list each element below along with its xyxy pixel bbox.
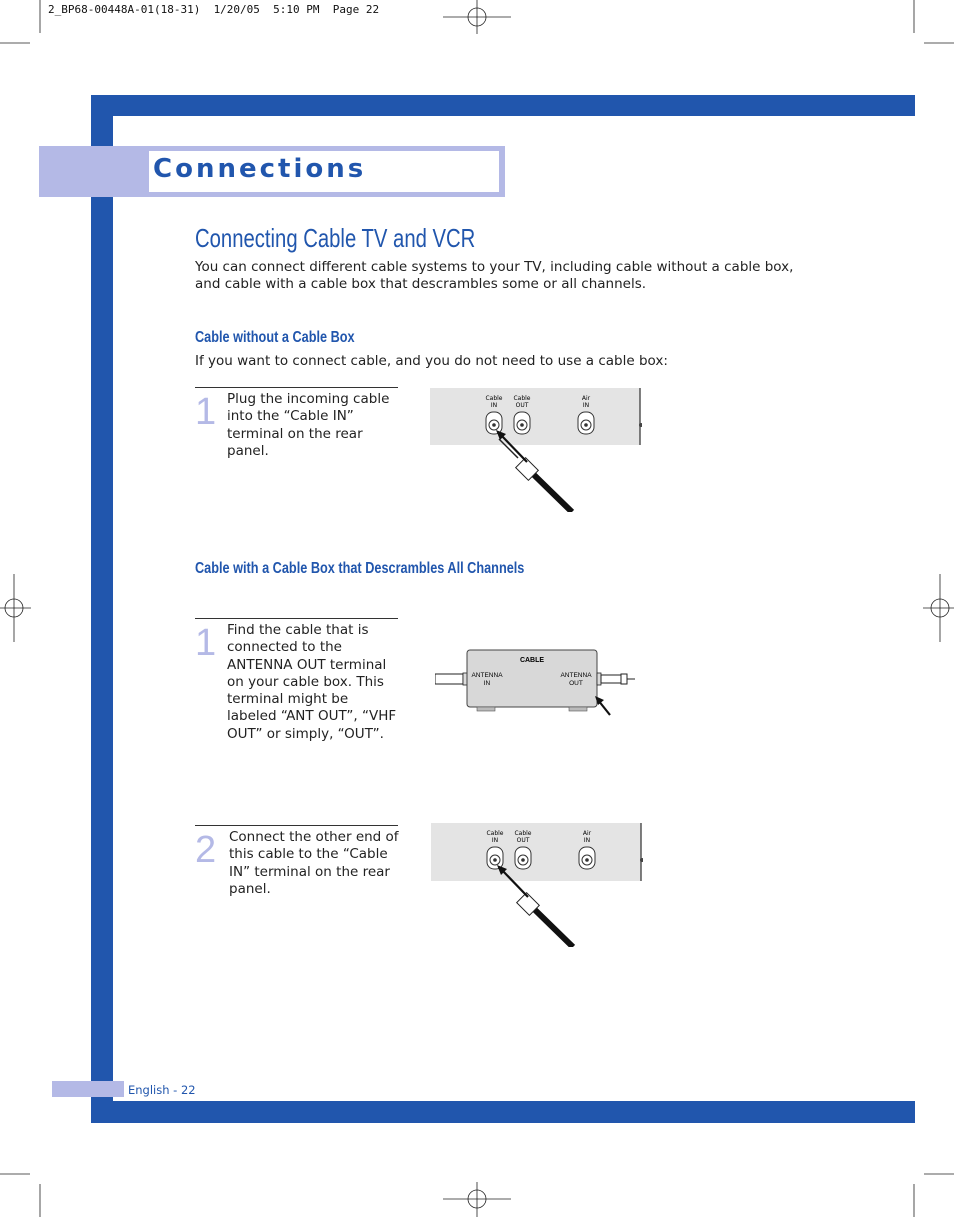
cable-box-illustration <box>435 648 639 720</box>
page-number: English - 22 <box>128 1083 196 1097</box>
intro-paragraph: You can connect different cable systems to your TV, including cable without a cable box, and cable with a cable box that descrambles some or all channels. <box>195 259 794 292</box>
antenna-out-label: ANTENNA <box>560 672 592 679</box>
left-blue-bar <box>91 95 113 1123</box>
registration-mark-bottom <box>443 1182 511 1217</box>
air-in-label: Air <box>581 395 591 402</box>
coax-cable-icon <box>499 439 572 512</box>
rear-panel-illustration <box>430 388 642 512</box>
step-rule <box>195 825 398 826</box>
rear-panel-illustration <box>431 823 643 947</box>
coax-cable-icon <box>517 893 573 947</box>
registration-mark-top <box>443 0 511 34</box>
section-a-heading: Cable without a Cable Box <box>195 329 355 346</box>
svg-text:IN: IN <box>490 402 498 409</box>
step-number: 1 <box>195 391 217 433</box>
cable-out-label: Cable <box>514 830 532 837</box>
antenna-in-label: ANTENNA <box>471 672 503 679</box>
svg-text:IN: IN <box>582 402 590 409</box>
page-heading: Connecting Cable TV and VCR <box>195 223 476 253</box>
air-in-connector-icon <box>579 847 595 869</box>
step-text: Plug the incoming cable into the “Cable IN” terminal on the rear panel. <box>227 391 390 459</box>
bottom-blue-bar <box>91 1101 915 1123</box>
section-a-lead: If you want to connect cable, and you do not need to use a cable box: <box>195 353 668 369</box>
cable-out-connector-icon <box>515 847 531 869</box>
svg-text:OUT: OUT <box>569 680 583 687</box>
svg-text:OUT: OUT <box>516 837 530 844</box>
step-number: 1 <box>195 622 217 664</box>
footer-tab <box>52 1081 124 1097</box>
svg-text:IN: IN <box>491 837 499 844</box>
svg-text:IN: IN <box>583 837 591 844</box>
cable-in-connector-icon <box>486 412 502 434</box>
cable-in-label: Cable <box>486 830 504 837</box>
registration-mark-right <box>923 574 954 642</box>
step-number: 2 <box>195 829 217 871</box>
step-rule <box>195 618 398 619</box>
cable-in-connector-icon <box>487 847 503 869</box>
svg-text:IN: IN <box>483 680 491 687</box>
cable-out-label: Cable <box>513 395 531 402</box>
step-rule <box>195 387 398 388</box>
top-blue-bar <box>91 95 915 116</box>
section-b-heading: Cable with a Cable Box that Descrambles All Channels <box>195 560 525 577</box>
section-title: Connections <box>153 154 367 184</box>
registration-mark-left <box>0 574 31 642</box>
air-in-connector-icon <box>578 412 594 434</box>
step-text: Find the cable that is connected to the ANTENNA OUT terminal on your cable box. This terminal might be labeled “ANT OUT”, “VHF OUT” or simply, “OUT”. <box>227 622 397 742</box>
cable-box-title: CABLE <box>519 657 545 664</box>
step-text: Connect the other end of this cable to the “Cable IN” terminal on the rear panel. <box>229 829 399 897</box>
cable-out-connector-icon <box>514 412 530 434</box>
air-in-label: Air <box>582 830 592 837</box>
cable-in-label: Cable <box>485 395 503 402</box>
svg-text:OUT: OUT <box>515 402 529 409</box>
print-header: 2_BP68-00448A-01(18-31) 1/20/05 5:10 PM Page 22 <box>48 3 380 16</box>
